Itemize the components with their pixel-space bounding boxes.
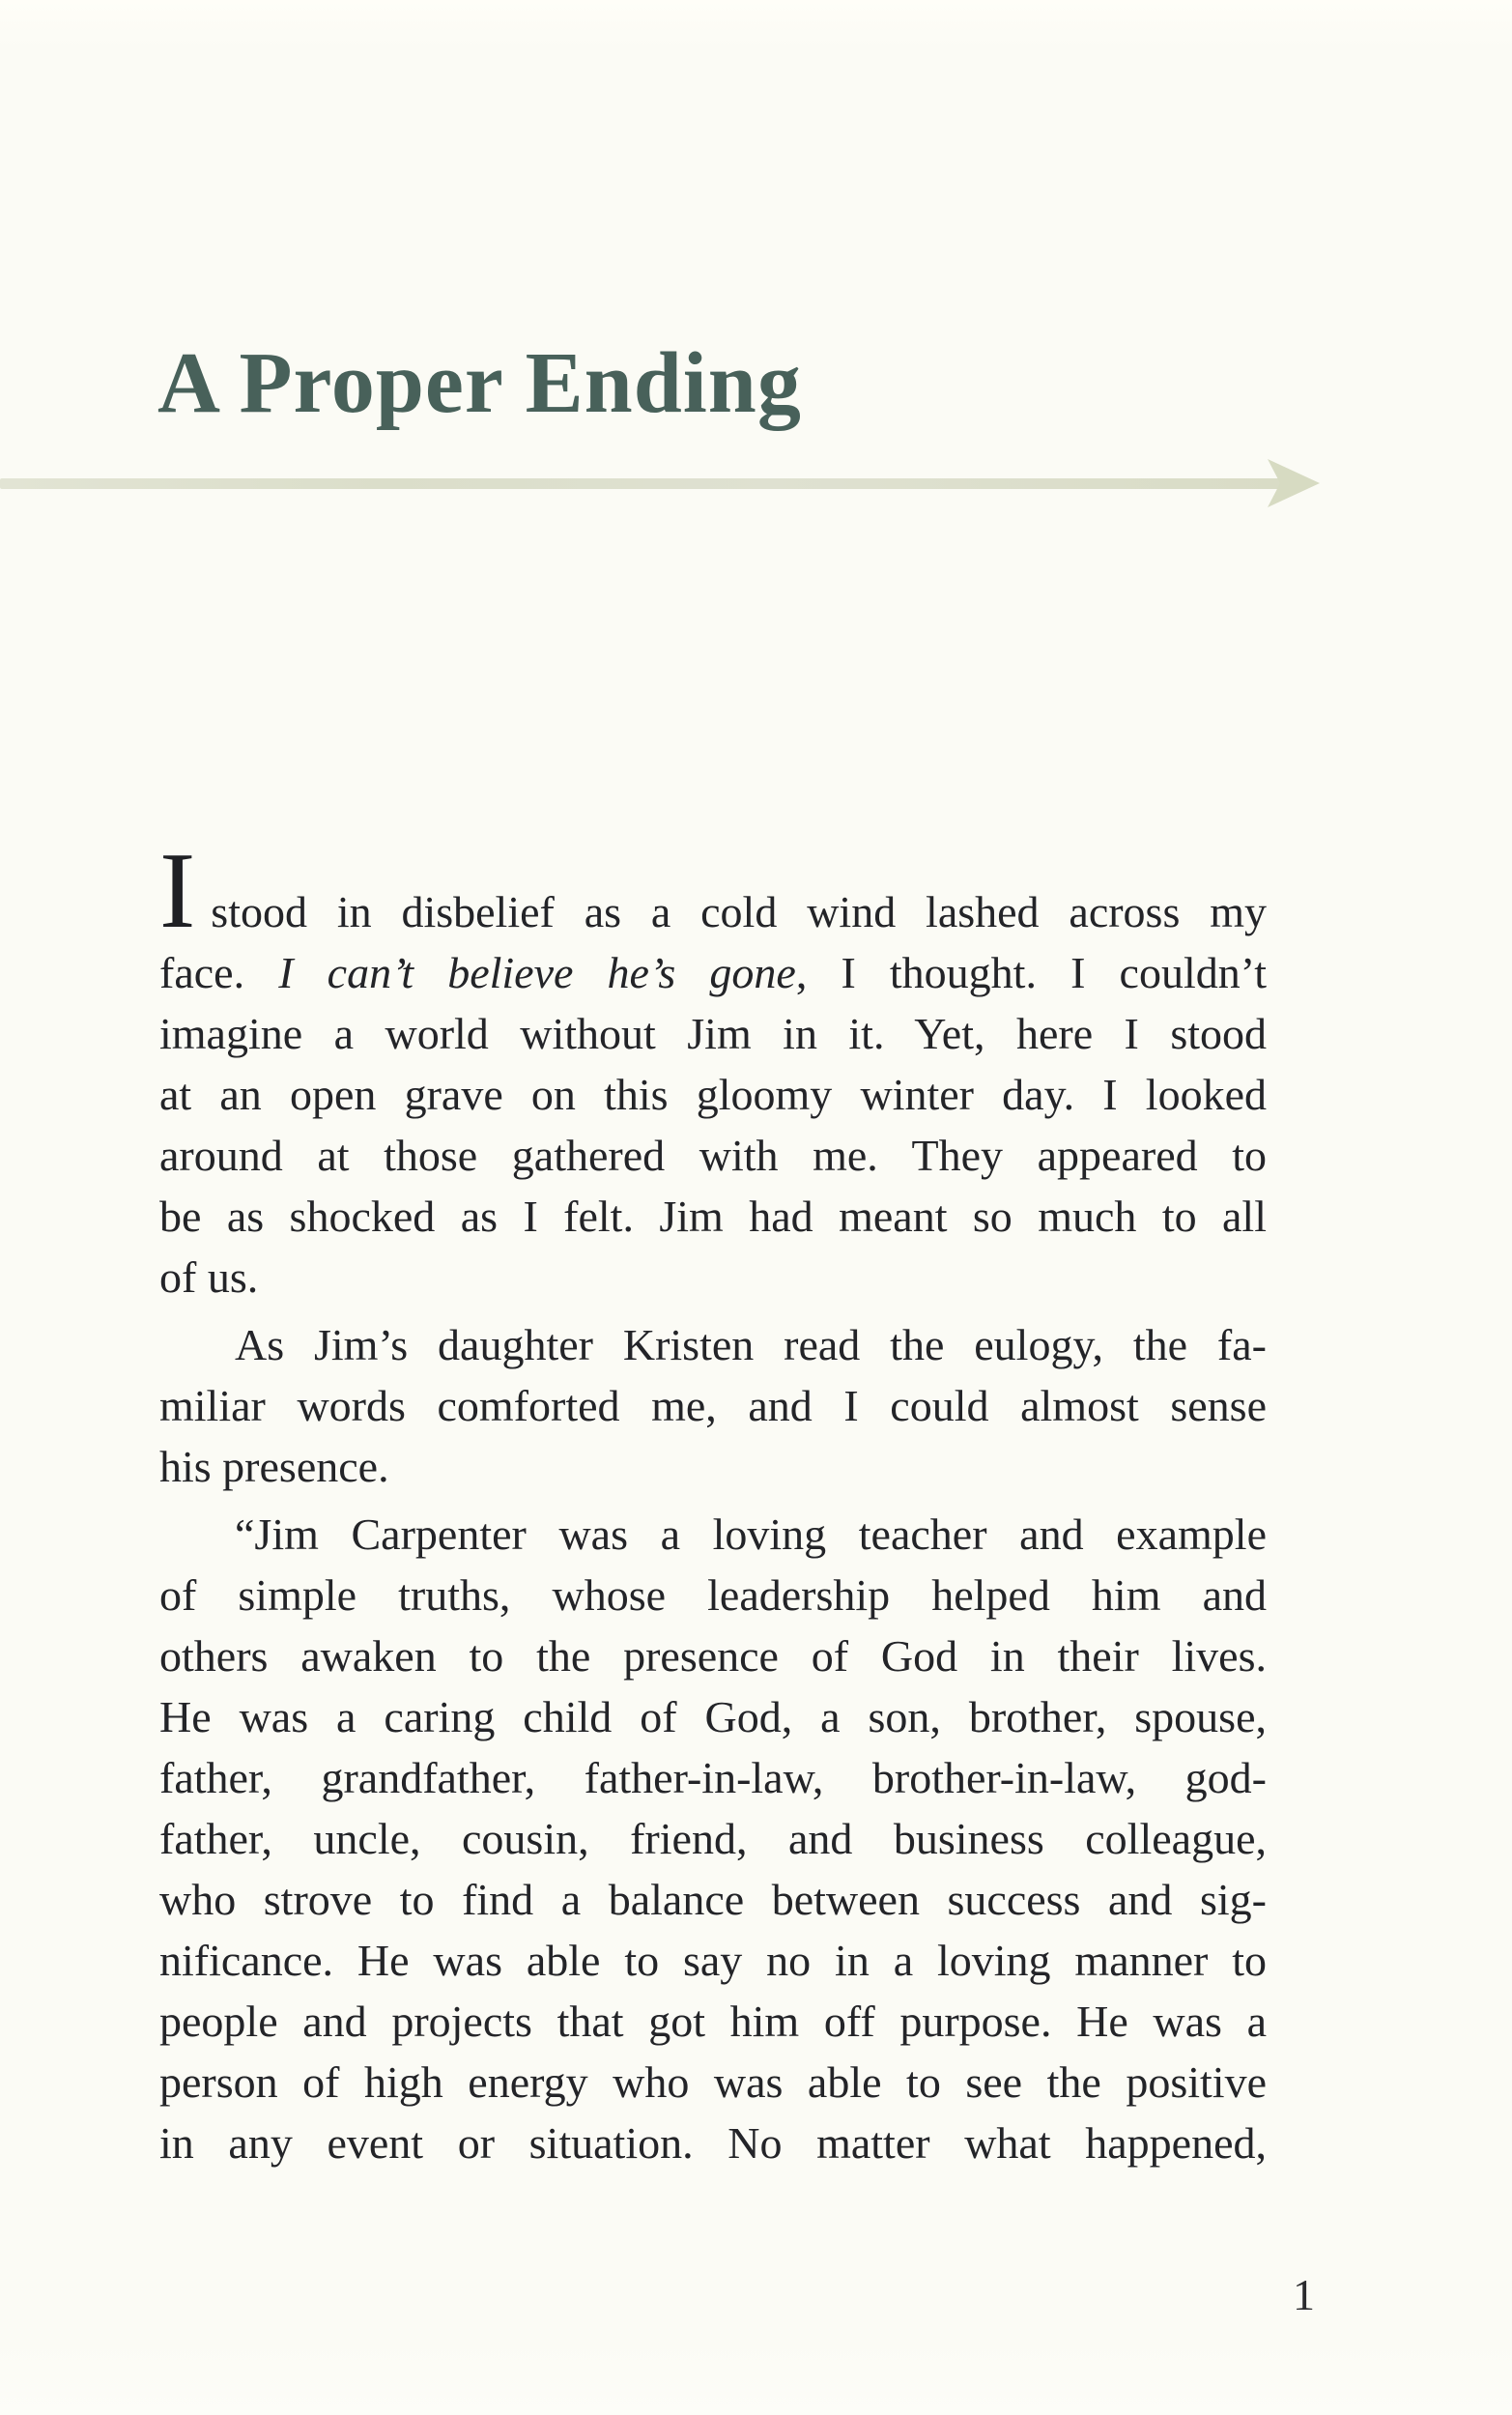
rule-line [0,478,1285,489]
text-line: person of high energy who was able to see the positive [159,2057,1267,2107]
text-line: others awaken to the presence of God in their lives. [159,1631,1267,1681]
text-segment: face. [159,948,279,997]
text-line: nificance. He was able to say no in a loving manner to [159,1936,1267,1985]
text-line: As Jim’s daughter Kristen read the eulogy, the fa- [235,1320,1267,1369]
text-line: imagine a world without Jim in it. Yet, here I stood [159,1009,1267,1058]
chapter-title: A Proper Ending [157,335,802,431]
text-line [159,942,1267,1003]
text-segment: stood in disbelief as a cold wind lashed across my [211,887,1267,936]
body-text [159,831,1267,2173]
text-line: miliar words comforted me, and I could almost sense [159,1381,1267,1430]
text-line: He was a caring child of God, a son, brother, spouse, [159,1692,1267,1741]
text-line: father, uncle, cousin, friend, and business colleague, [159,1814,1267,1863]
paragraph-2 [159,1314,1267,1497]
paragraph-1 [159,831,1267,1308]
paragraph-3 [159,1504,1267,2173]
italic-phrase: I can’t believe he’s gone [278,948,796,997]
text-line: his presence. [159,1442,389,1491]
dropcap: I [159,831,196,951]
arrow-head-icon [1268,459,1320,507]
text-line: who strove to find a balance between success and sig- [159,1875,1267,1924]
text-line: of us. [159,1252,259,1302]
text-line: people and projects that got him off purpose. He was a [159,1997,1267,2046]
chapter-rule-arrow [0,456,1326,510]
text-line: be as shocked as I felt. Jim had meant so much to all [159,1192,1267,1241]
text-line: father, grandfather, father-in-law, brother-in-law, god- [159,1753,1267,1802]
text-line: of simple truths, whose leadership helped him and [159,1570,1267,1620]
text-line: “Jim Carpenter was a loving teacher and example [235,1509,1267,1559]
text-line: around at those gathered with me. They appeared to [159,1131,1267,1180]
text-line [159,831,1267,951]
text-segment: , I thought. I couldn’t [795,948,1267,997]
text-line: in any event or situation. No matter what happened, [159,2118,1267,2168]
page-number: 1 [1293,2270,1315,2319]
text-line: at an open grave on this gloomy winter day. I looked [159,1070,1267,1119]
